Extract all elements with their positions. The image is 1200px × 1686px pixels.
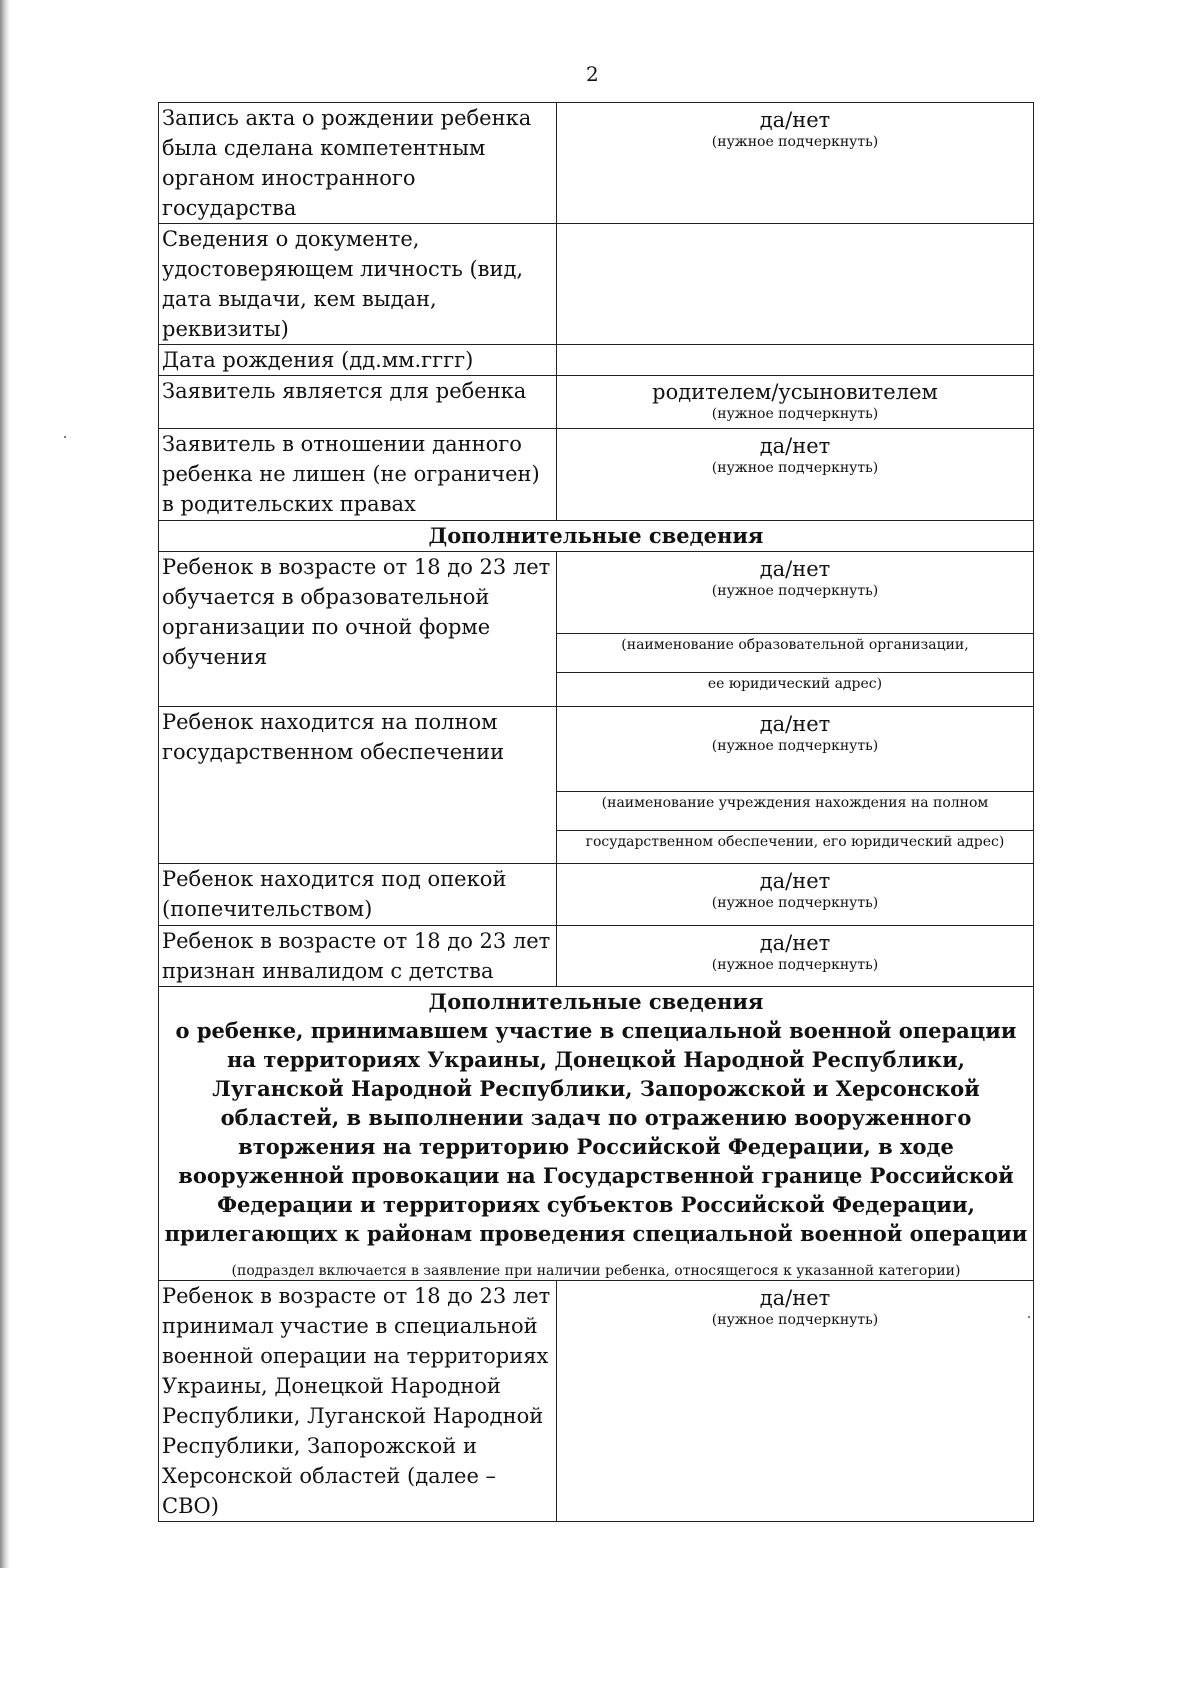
organization-address-caption: ее юридический адрес) (707, 676, 883, 692)
application-form-table (158, 102, 1034, 1522)
relation-option: родителем/усыновителем (652, 380, 938, 404)
underline-hint: (нужное подчеркнуть) (711, 895, 879, 911)
row-identity-document (159, 224, 1034, 345)
birth-date-value (560, 345, 1030, 349)
underline-hint: (нужное подчеркнуть) (711, 738, 879, 754)
row-svo-heading (159, 987, 1034, 1281)
institution-name-caption: (наименование учреждения нахождения на полном (601, 795, 989, 811)
organization-address-line[interactable] (557, 656, 1033, 673)
field-studying[interactable] (557, 552, 1034, 707)
field-guardianship[interactable] (557, 864, 1034, 926)
underline-hint: (нужное подчеркнуть) (711, 957, 879, 973)
row-state-care (159, 707, 1034, 864)
scan-edge-shadow (0, 0, 10, 1568)
field-disabled[interactable] (557, 926, 1034, 987)
label-disabled: Ребенок в возрасте от 18 до 23 лет признан инвалидом с детства (159, 926, 557, 987)
label-state-care: Ребенок находится на полном государственном обеспечении (159, 707, 557, 864)
label-foreign-birth-record: Запись акта о рождении ребенка была сделана компетентным органом иностранного государства (159, 103, 557, 224)
row-additional-heading (159, 521, 1034, 552)
label-guardianship: Ребенок находится под опекой (попечительством) (159, 864, 557, 926)
row-guardianship (159, 864, 1034, 926)
label-svo-participation: Ребенок в возрасте от 18 до 23 лет принимал участие в специальной военной операции на территориях Украины, Донецкой Народной Республики, Луганской Народной Республики, Запорожской и Херсонской областей (далее – СВО) (159, 1281, 557, 1522)
yes-no-option: да/нет (759, 869, 831, 893)
organization-name-caption: (наименование образовательной организации, (621, 637, 969, 653)
underline-hint: (нужное подчеркнуть) (711, 134, 879, 150)
organization-name-line[interactable] (557, 600, 1033, 634)
row-foreign-birth-record (159, 103, 1034, 224)
label-applicant-relation: Заявитель является для ребенка (159, 376, 557, 429)
yes-no-option: да/нет (759, 108, 831, 132)
institution-address-caption: государственном обеспечении, его юридический адрес) (585, 834, 1005, 850)
field-birth-date[interactable] (557, 345, 1034, 376)
field-state-care[interactable] (557, 707, 1034, 864)
additional-info-heading: Дополнительные сведения (159, 521, 1034, 552)
yes-no-option: да/нет (759, 931, 831, 955)
label-identity-document: Сведения о документе, удостоверяющем личность (вид, дата выдачи, кем выдан, реквизиты) (159, 224, 557, 345)
yes-no-option: да/нет (759, 557, 831, 581)
label-parental-rights: Заявитель в отношении данного ребенка не лишен (не ограничен) в родительских правах (159, 429, 557, 521)
underline-hint: (нужное подчеркнуть) (711, 460, 879, 476)
institution-name-line[interactable] (557, 755, 1033, 792)
row-parental-rights (159, 429, 1034, 521)
svo-section-block (159, 987, 1034, 1281)
field-applicant-relation[interactable] (557, 376, 1034, 429)
page-number: 2 (586, 62, 599, 86)
field-foreign-birth-record[interactable] (557, 103, 1034, 224)
field-svo-participation[interactable] (557, 1281, 1034, 1522)
scan-speck (64, 436, 66, 438)
underline-hint: (нужное подчеркнуть) (711, 583, 879, 599)
field-identity-document[interactable] (557, 224, 1034, 345)
row-disabled (159, 926, 1034, 987)
institution-address-line[interactable] (557, 814, 1033, 831)
yes-no-option: да/нет (759, 1286, 831, 1310)
yes-no-option: да/нет (759, 712, 831, 736)
underline-hint: (нужное подчеркнуть) (711, 406, 879, 422)
svo-section-note: (подраздел включается в заявление при наличии ребенка, относящегося к указанной категории) (231, 1263, 961, 1279)
label-birth-date: Дата рождения (дд.мм.гггг) (159, 345, 557, 376)
yes-no-option: да/нет (759, 434, 831, 458)
svo-heading-text: о ребенке, принимавшем участие в специальной военной операции на территориях Украины, Донецкой Народной Республики, Луганской Народной Республики, Запорожской и Херсонской областей, в выполнении задач по отражению вооруженного вторжения на территорию Российской Федерации, в ходе вооруженной провокации на Государственной границе Российской Федерации и территориях субъектов Российской Федерации, прилегающих к районам проведения специальной военной операции (164, 1018, 1028, 1246)
row-birth-date (159, 345, 1034, 376)
identity-document-value (560, 224, 1030, 228)
row-applicant-relation (159, 376, 1034, 429)
row-svo-participation (159, 1281, 1034, 1522)
svo-heading-title: Дополнительные сведения (428, 989, 764, 1014)
row-studying (159, 552, 1034, 707)
underline-hint: (нужное подчеркнуть) (711, 1312, 879, 1328)
field-parental-rights[interactable] (557, 429, 1034, 521)
label-studying: Ребенок в возрасте от 18 до 23 лет обучается в образовательной организации по очной форме обучения (159, 552, 557, 707)
